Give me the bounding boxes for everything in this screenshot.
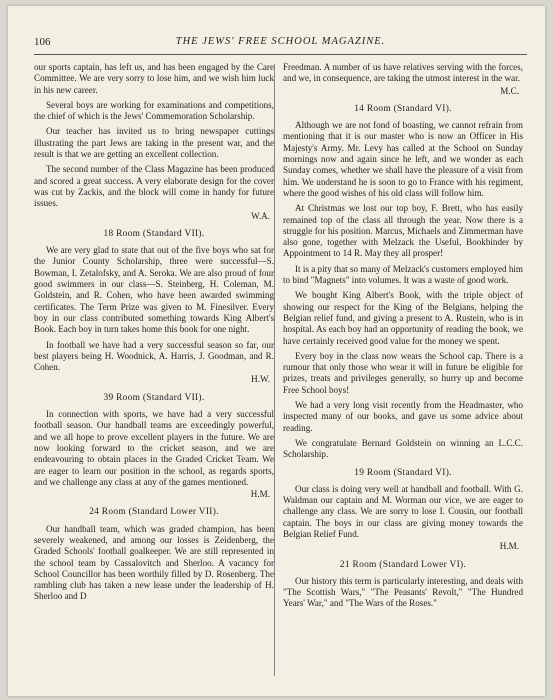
right-column [283,62,523,614]
paragraph: In football we have had a very successful season so far, our best players being H. Woodnick, A. Harris, J. Goodman, and R. Cohen. [34,339,274,373]
paragraph: Our class is doing very well at handball and football. With G. Waldman our captain and M. Worman our vice, we are eager to challenge any class. We are sorry to lose I. Cousin, our football captain. The boys in our class are giving money towards the Belgian Relief Fund. [283,483,523,539]
column-divider [274,64,275,676]
paragraph: At Christmas we lost our top boy, F. Brett, who has easily remained top of the class all through the year. Now there is a struggle for his position. Marcus, Michaels and Zimmerman have also gone, together with Melzack the Useful, Bookbinder by Appointment to 14 R. May they all prosper! [283,203,523,259]
signature: H.M. [499,541,519,552]
left-column [34,62,274,607]
paragraph: Although we are not fond of boasting, we cannot refrain from mentioning that it is our master who is now an Officer in His Majesty's Army. Mr. Levy has called at the School on Sunday mornings now and again since he left, and we wonder as each Sunday comes, whether we shall have the pleasure of a visit from him. We understand he is soon to go to France with his regiment, where the good wishes of his old class will follow him. [283,120,523,198]
page-header [34,32,527,55]
section-heading: 39 Room (Standard VII). [103,392,205,403]
paragraph: We are very glad to state that out of the five boys who sat for the Junior County Scholarship, three were successful—S. Bowman, I. Zetalofsky, and A. Seroka. We are also proud of four good swimmers in our class—S. Steinberg, H. Coleman, M. Goldstein, and R. Cohen, who have been awarded swimming certificates. The Term Prize was given to M. Finesilver. Every boy in our class contributed something towards King Albert's Book. Each boy in turn takes home this book for one night. [34,245,274,335]
running-title: THE JEWS' FREE SCHOOL MAGAZINE. [175,36,386,47]
paragraph: Every boy in the class now wears the School cap. There is a rumour that only those who wear it will in future be eligible for prizes, treats and privileges generally, so hurry up and become Free School boys! [283,350,523,395]
paragraph: Our handball team, which was graded champion, has been severely weakened, and among our losses is Zeidenberg, the Graded Schools' football goalkeeper. We are still represented in the school team by Cassalovitch and Sherloo. A vacancy for School Councillor has been worthily filled by D. Rosenberg. The rambling club has taken a new lease under the leadership of H. Sherloo and D [34,523,274,602]
paragraph: Our history this term is particularly interesting, and deals with "The Scottish Wars," "The Peasants' Revolt," "The Hundred Years' War," and "The Wars of the Roses." [283,575,523,609]
paragraph: Freedman. A number of us have relatives serving with the forces, and we, in consequence, are taking the utmost interest in the war. [283,62,523,84]
signature: H.W. [251,374,270,385]
section-heading: 24 Room (Standard Lower VII). [89,507,219,518]
section-heading: 14 Room (Standard VI). [354,103,452,114]
paragraph: our sports captain, has left us, and has been engaged by the Care Committee. We are very sorry to lose him, and we wish him luck in his new career. [34,62,274,95]
paragraph: Several boys are working for examinations and competitions, the chief of which is the Jews' Commemoration Scholarship. [34,99,274,122]
signature: H.M. [250,489,270,500]
signature: W.A. [251,210,270,221]
paragraph: We congratulate Bernard Goldstein on winning an L.C.C. Scholarship. [283,437,523,460]
signature: M.C. [500,85,519,96]
paragraph: The second number of the Class Magazine has been produced and scored a great success. A very elaborate design for the cover was cut by Zackis, and the block will come in handy for future issues. [34,164,274,209]
section-heading: 19 Room (Standard VI). [354,467,452,478]
paragraph: It is a pity that so many of Melzack's customers employed him to bind "Magnets" into volumes. It was a waste of good work. [283,263,523,286]
paragraph: We had a very long visit recently from the Headmaster, who inspected many of our books, and gave us some advice about reading. [283,400,523,433]
paragraph: Our teacher has invited us to bring newspaper cuttings illustrating the part Jews are taking in the present war, and the result is that we are getting an excellent collection. [34,126,274,160]
paragraph: We bought King Albert's Book, with the triple object of showing our respect for the King of the Belgians, helping the Belgian relief fund, and giving a present to A. Rustein, who is in hospital. As each boy had an opportunity of reading the book, we have certainly received good value for the money we spent. [283,290,523,346]
page-number: 106 [34,36,51,48]
paragraph: In connection with sports, we have had a very successful football season. Our handball teams are exceedingly powerful, and we all hope to prove excellent players in the future. We are now looking forward to the cricket season, and we are endeavouring to obtain places in the Graded Cricket Team. We are eager to learn our position in the school, as regards sports, and we challenge any class at any of the games mentioned. [34,409,274,487]
section-heading: 21 Room (Standard Lower VI). [339,559,467,570]
section-heading: 18 Room (Standard VII). [103,228,205,239]
magazine-page [8,6,545,696]
